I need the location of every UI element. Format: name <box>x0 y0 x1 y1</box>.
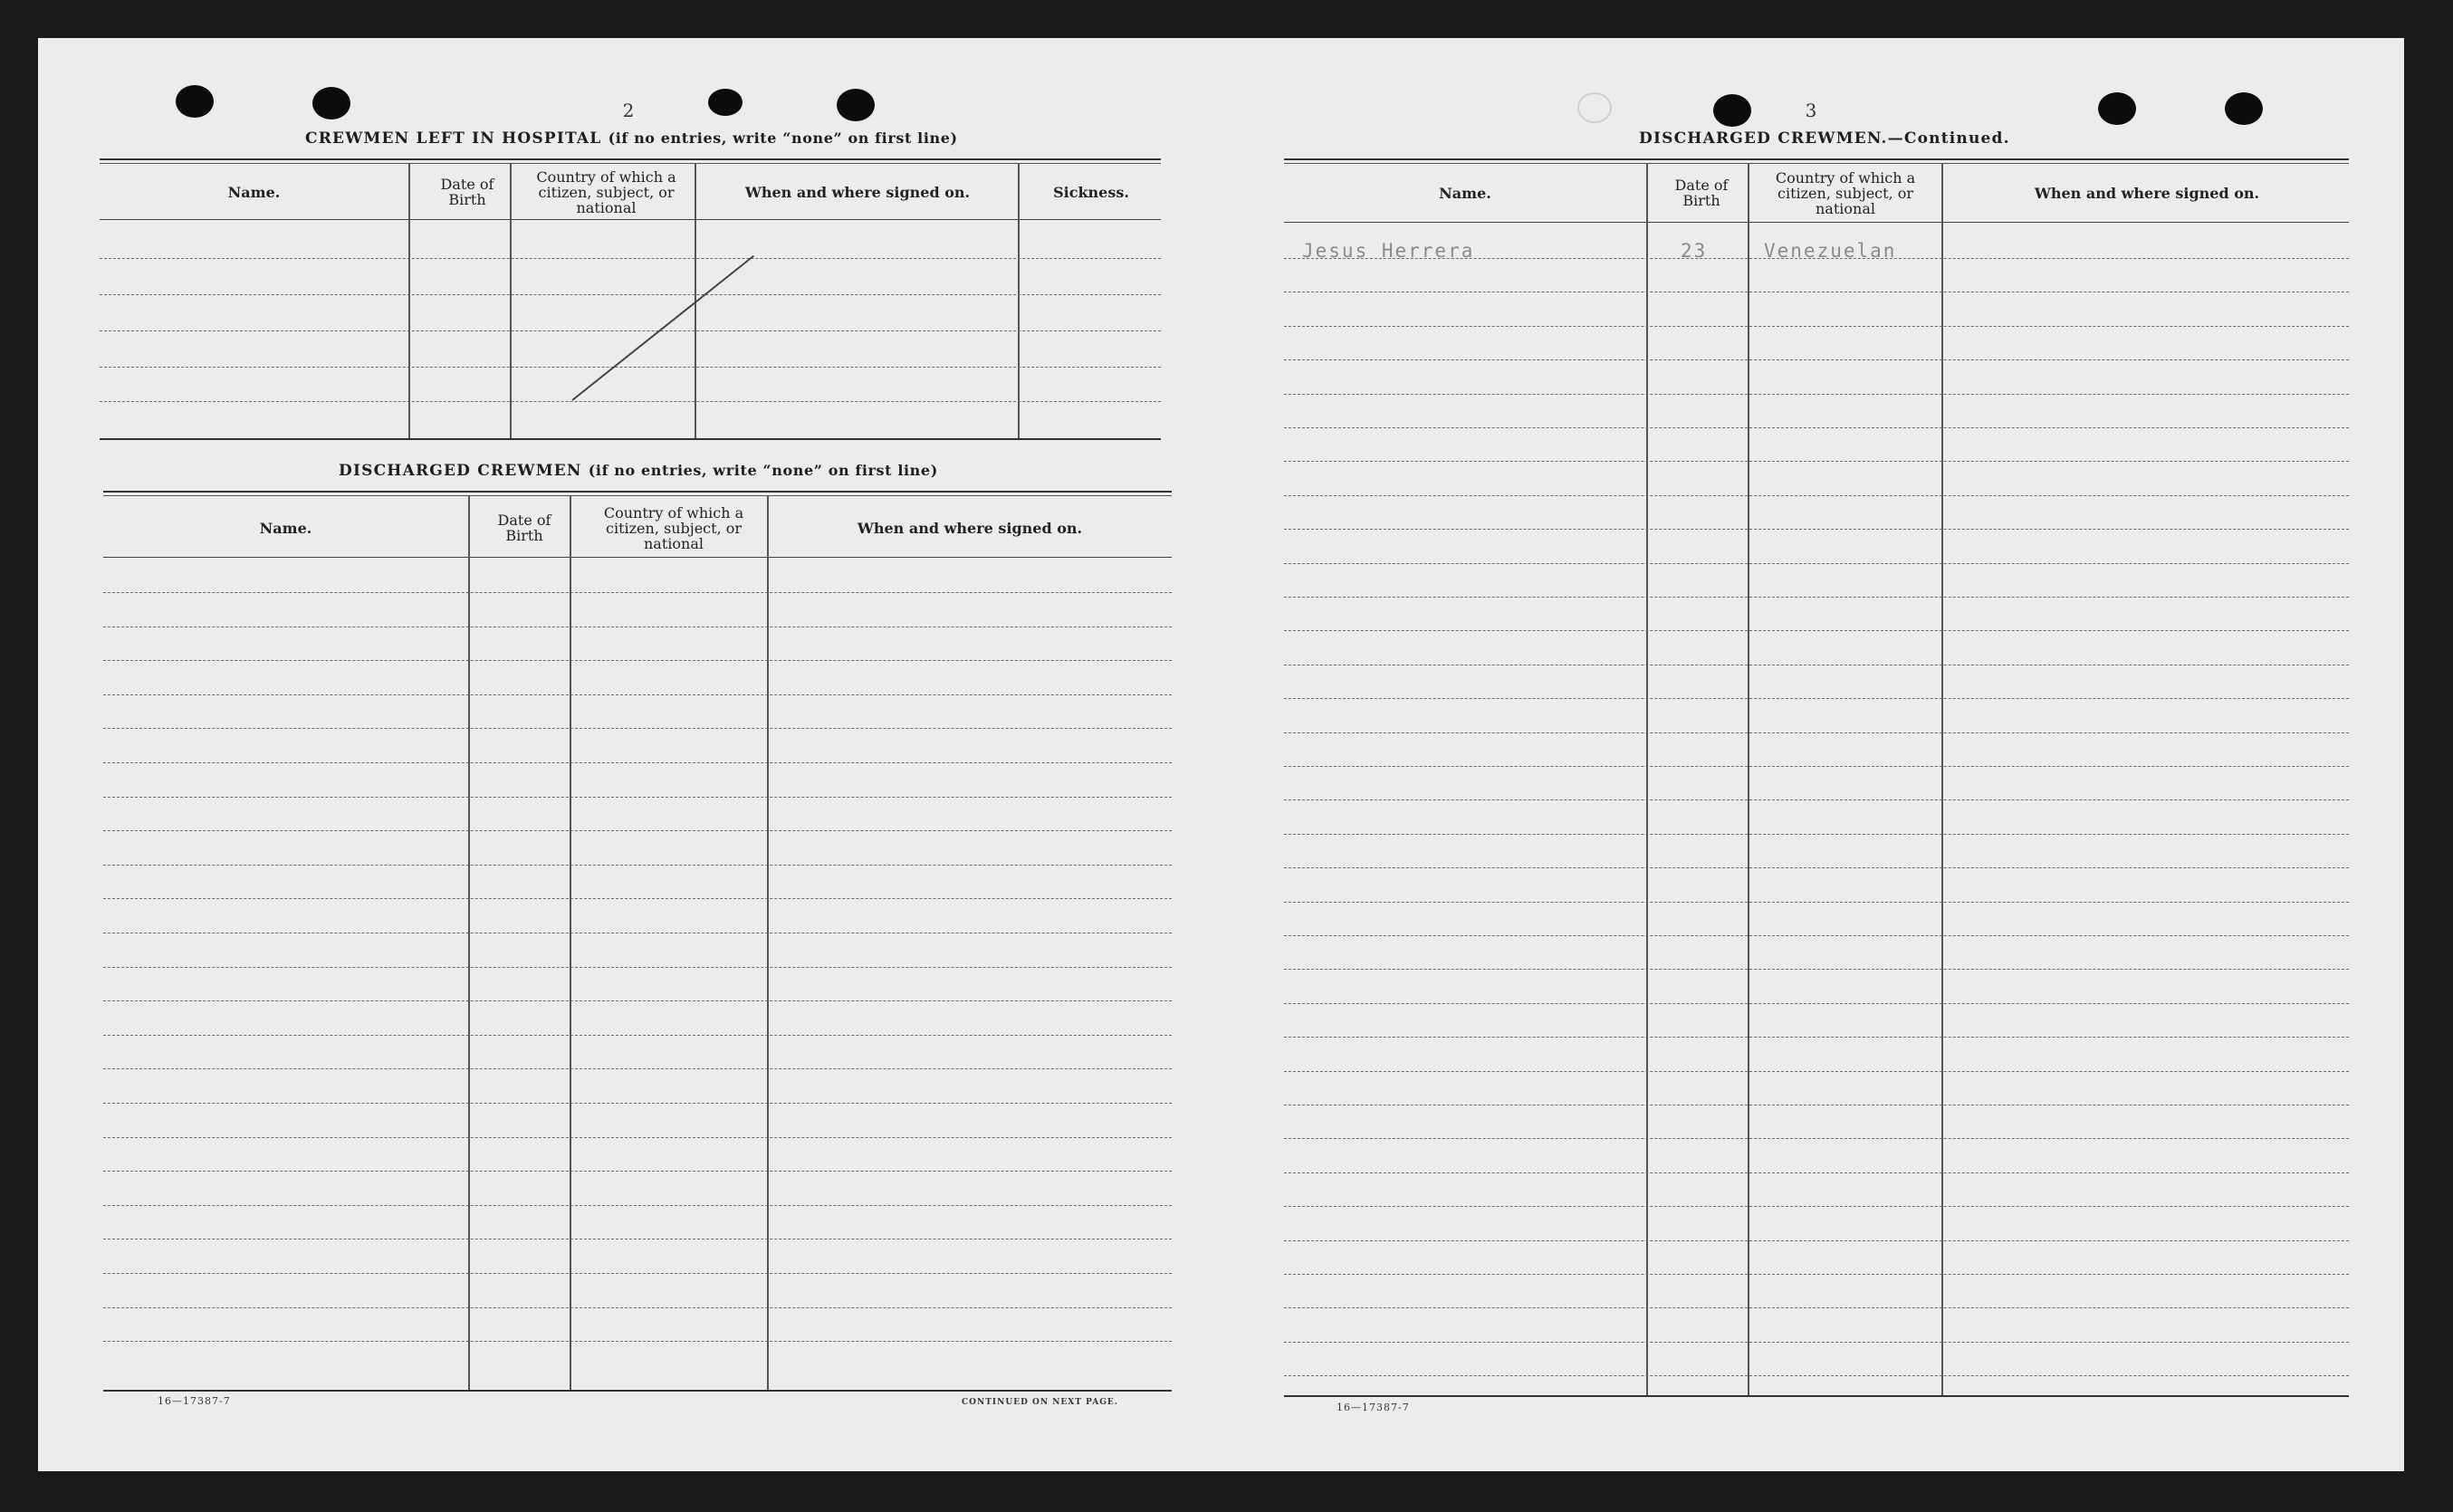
table-row <box>1284 1342 2349 1343</box>
column-header-date-of-birth: Date of Birth <box>1674 177 1729 209</box>
discharged-table-left <box>103 491 1172 1432</box>
table-row <box>1284 394 2349 395</box>
table-row <box>103 1137 1172 1138</box>
table-row <box>1284 1071 2349 1072</box>
discharged-section-title: DISCHARGED CREWMEN (if no entries, write “none” on first line) <box>339 462 938 480</box>
table-row <box>103 728 1172 729</box>
column-header-date-of-birth: Date of Birth <box>440 176 494 208</box>
none-strike-mark <box>571 255 754 401</box>
column-header-date-of-birth: Date of Birth <box>497 512 551 544</box>
table-row <box>1284 935 2349 936</box>
table-row <box>1284 359 2349 360</box>
column-header-name: Name. <box>227 183 281 201</box>
table-row <box>103 830 1172 831</box>
table-row <box>1284 1375 2349 1376</box>
punch-hole <box>708 89 743 116</box>
column-header-signed-on: When and where signed on. <box>744 183 971 201</box>
table-row <box>103 762 1172 763</box>
table-row <box>1284 799 2349 800</box>
entry-date-of-birth: 23 <box>1681 240 1708 262</box>
table-row <box>100 401 1161 402</box>
column-header-country: Country of which a citizen, subject, or national <box>536 167 676 216</box>
page-number: 3 <box>1805 100 1817 121</box>
column-header-signed-on: When and where signed on. <box>2034 184 2260 202</box>
column-header-country: Country of which a citizen, subject, or national <box>1775 168 1916 217</box>
table-row <box>1284 427 2349 428</box>
table-row <box>1284 834 2349 835</box>
hospital-section-title: CREWMEN LEFT IN HOSPITAL (if no entries, write “none” on first line) <box>305 129 958 148</box>
table-row <box>103 1273 1172 1274</box>
table-row <box>1284 867 2349 868</box>
continued-label: CONTINUED ON NEXT PAGE. <box>962 1398 1118 1407</box>
table-row <box>1284 1206 2349 1207</box>
column-header-country: Country of which a citizen, subject, or national <box>603 503 744 552</box>
table-row <box>1284 1240 2349 1241</box>
table-row <box>1284 597 2349 598</box>
table-row <box>1284 563 2349 564</box>
table-row <box>1284 326 2349 327</box>
table-row <box>1284 529 2349 530</box>
page-number: 2 <box>622 100 635 121</box>
table-row <box>1284 1307 2349 1308</box>
table-row <box>103 1341 1172 1342</box>
table-row <box>1284 1274 2349 1275</box>
table-row <box>103 898 1172 899</box>
table-row <box>1284 732 2349 733</box>
entry-name: Jesus Herrera <box>1302 240 1475 262</box>
table-row <box>1284 698 2349 699</box>
table-row <box>103 660 1172 661</box>
punch-hole <box>176 85 214 118</box>
table-row <box>1284 495 2349 496</box>
table-row <box>1284 461 2349 462</box>
table-row <box>103 797 1172 798</box>
table-row <box>103 1000 1172 1001</box>
discharged-continued-title: DISCHARGED CREWMEN.—Continued. <box>1639 129 2010 148</box>
table-row <box>103 1307 1172 1308</box>
table-row <box>103 865 1172 866</box>
table-row <box>1284 902 2349 903</box>
hospital-table <box>100 158 1161 476</box>
punch-hole <box>1713 94 1751 127</box>
table-row <box>100 294 1161 295</box>
punch-hole <box>2225 92 2263 125</box>
table-row <box>100 330 1161 331</box>
column-header-name: Name. <box>1439 184 1491 202</box>
table-row <box>103 967 1172 968</box>
punch-hole <box>312 87 350 120</box>
punch-hole <box>1577 92 1612 123</box>
entry-country: Venezuelan <box>1764 240 1897 262</box>
discharged-table-right <box>1284 158 2349 1444</box>
table-row <box>103 1205 1172 1206</box>
table-row <box>103 1068 1172 1069</box>
form-number: 16—17387-7 <box>158 1395 231 1407</box>
form-number: 16—17387-7 <box>1337 1402 1410 1413</box>
table-row <box>1284 1037 2349 1038</box>
table-row <box>100 258 1161 259</box>
column-header-signed-on: When and where signed on. <box>857 519 1083 537</box>
table-row <box>1284 630 2349 631</box>
table-row <box>103 1103 1172 1104</box>
table-row <box>103 1171 1172 1172</box>
table-row <box>1284 969 2349 970</box>
table-row <box>1284 258 2349 259</box>
column-header-sickness: Sickness. <box>1053 183 1129 201</box>
table-row <box>1284 1172 2349 1173</box>
table-row <box>100 367 1161 368</box>
table-row <box>1284 766 2349 767</box>
table-row <box>1284 1138 2349 1139</box>
punch-hole <box>2098 92 2136 125</box>
table-row <box>103 592 1172 593</box>
column-header-name: Name. <box>259 519 312 537</box>
table-row <box>1284 1003 2349 1004</box>
table-row <box>103 1035 1172 1036</box>
table-row <box>103 694 1172 695</box>
punch-hole <box>837 89 875 121</box>
manifest-sheet <box>38 38 2404 1471</box>
